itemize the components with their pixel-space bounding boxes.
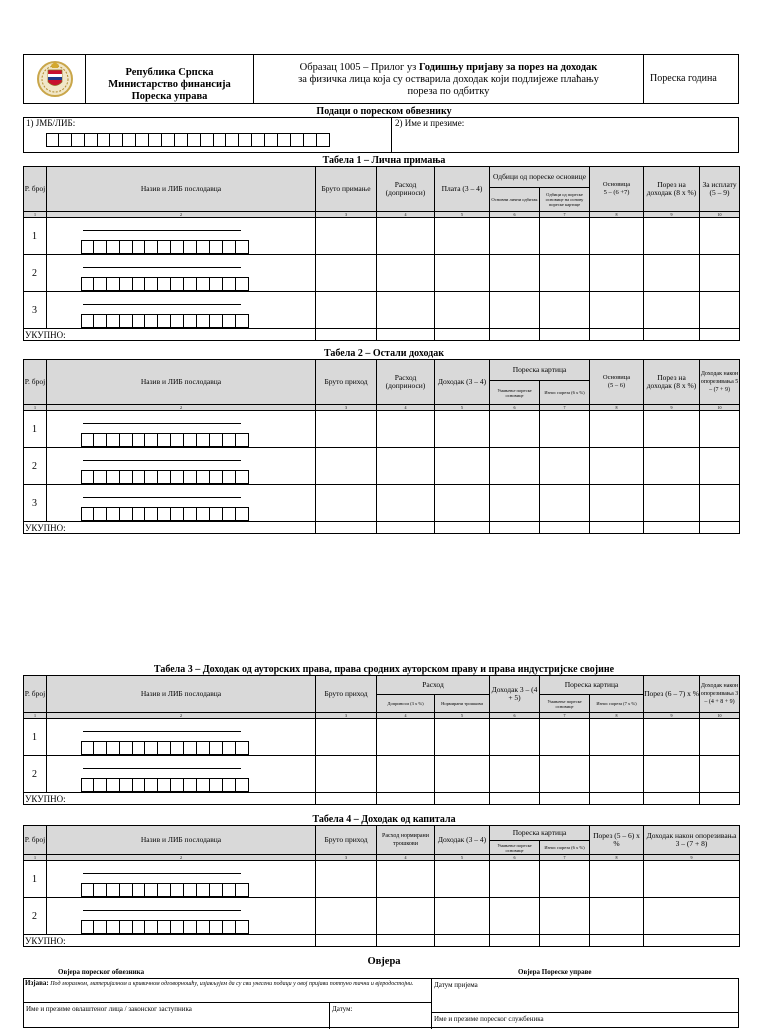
received-date-field[interactable]: Датум пријема (432, 979, 738, 1013)
table-row: 1 (24, 861, 740, 898)
table-row: 2 (24, 898, 740, 935)
table3-title: Табела 3 – Доходак од ауторских права, права сродних ауторском праву и права индустријске својине (153, 664, 615, 675)
authority-verification-title: Овјера Пореске управе (518, 968, 592, 976)
authorized-person-field[interactable]: Име и презиме овлаштеног лица / законског заступника (24, 1003, 330, 1029)
table-row: 3 (24, 485, 740, 522)
statement-cell: Изјава: Под моралном, материјалном и кривичном одговорношћу, изјављујем да су сви унесени подаци у овој пријави потпуно тачни и вјеродостојни. (24, 979, 432, 1003)
employer-name-field[interactable] (47, 255, 316, 292)
employer-name-field[interactable] (47, 218, 316, 255)
table1-total-row: УКУПНО: (24, 329, 740, 341)
table-row: 2 (24, 756, 740, 793)
tax-year-label: Пореска година (650, 73, 717, 84)
employer-name-field[interactable] (47, 719, 316, 756)
jmb-input-boxes[interactable] (46, 133, 330, 147)
table2-title: Табела 2 – Остали доходак (323, 348, 444, 359)
tax-officer-field[interactable]: Име и презиме пореског службеника (434, 1015, 544, 1023)
table4-capital-income: Р. број Назив и ЛИБ послодавца Бруто приход Расход нормирани трошкови Доходак (3 – 4) Пореска картица Порез (5 – 6) x % Доходак након опорезивања 3 – (7 + 8) Умањење пореске основице Износ пореза (6 x %) 1 2 3 4 5 6 7 8 9 1 2 УКУПНО: (23, 825, 740, 947)
table4-total-row: УКУПНО: (24, 935, 740, 947)
taxpayer-section-title: Подаци о пореском обвезнику (316, 106, 452, 117)
verification-box (23, 978, 739, 1028)
table3-copyright-income: Р. број Назив и ЛИБ послодавца Бруто приход Расход Доходак 3 – (4 + 5) Пореска картица Порез (6 – 7) x % Доходак након опорезивања 3 – (4 + 8 + 9) Доприноси (3 x %) Нормирани трошкови Умањење пореске основице Износ пореза (7 x %) 1 2 3 4 5 6 7 8 9 10 1 2 УКУПНО: (23, 675, 740, 805)
verification-title: Овјера (367, 956, 401, 967)
table-row: 1 (24, 719, 740, 756)
employer-name-field[interactable] (47, 448, 316, 485)
taxpayer-verification-title: Овјера пореског обвезника (58, 968, 145, 976)
form-header (23, 54, 739, 104)
table-row: 1 (24, 218, 740, 255)
table-row: 2 (24, 255, 740, 292)
date-field[interactable]: Датум: (330, 1003, 432, 1029)
table-row: 2 (24, 448, 740, 485)
table1-personal-income: Р. број Назив и ЛИБ послодавца Бруто примање Расход (доприноси) Плата (3 – 4) Одбици од пореске основице Основица 5 – (6 +7) Порез на доходак (8 x %) За исплату (5 – 9) Основни лични одбитак Одбици од пореске основице на основу пореске картице 1 2 3 4 5 6 7 8 9 10 1 2 3 УКУПНО: (23, 166, 740, 341)
ministry-name: Министарство финансија (108, 79, 231, 90)
republic-name: Република Српска (125, 67, 214, 78)
employer-name-field[interactable] (47, 292, 316, 329)
table-row: 1 (24, 411, 740, 448)
taxpayer-box (23, 117, 739, 153)
form-title: Образац 1005 – Прилог уз Годишњу пријаву за порез на доходак за физичка лица која су остварила доходак који подлијеже плаћању пореза по одбитку (254, 55, 644, 103)
employer-name-field[interactable] (47, 898, 316, 935)
coat-of-arms-logo (24, 55, 86, 103)
table2-other-income: Р. број Назив и ЛИБ послодавца Бруто приход Расход (доприноси) Доходак (3 – 4) Пореска картица Основица (5 – 6) Порез на доходак (8 x %) Доходак након опорезивања 5 – (7 + 9) Умањење пореске основице Износ пореза (6 x %) 1 2 3 4 5 6 7 8 9 10 1 2 3 УКУПНО: (23, 359, 740, 534)
table1-col-numbers: 1 2 3 4 5 6 7 8 9 10 (24, 212, 740, 218)
table3-total-row: УКУПНО: (24, 793, 740, 805)
tax-office-name: Пореска управа (131, 91, 208, 102)
table4-title: Табела 4 – Доходак од капитала (312, 814, 456, 825)
employer-name-field[interactable] (47, 485, 316, 522)
jmb-label: 1) ЈМБ/ЛИБ: (26, 118, 76, 128)
table1-title: Табела 1 – Лична примања (322, 155, 446, 166)
employer-name-field[interactable] (47, 411, 316, 448)
employer-name-field[interactable] (47, 756, 316, 793)
name-label: 2) Име и презиме: (395, 118, 465, 128)
table-row: 3 (24, 292, 740, 329)
table2-total-row: УКУПНО: (24, 522, 740, 534)
institution-name (86, 55, 254, 103)
employer-name-field[interactable] (47, 861, 316, 898)
